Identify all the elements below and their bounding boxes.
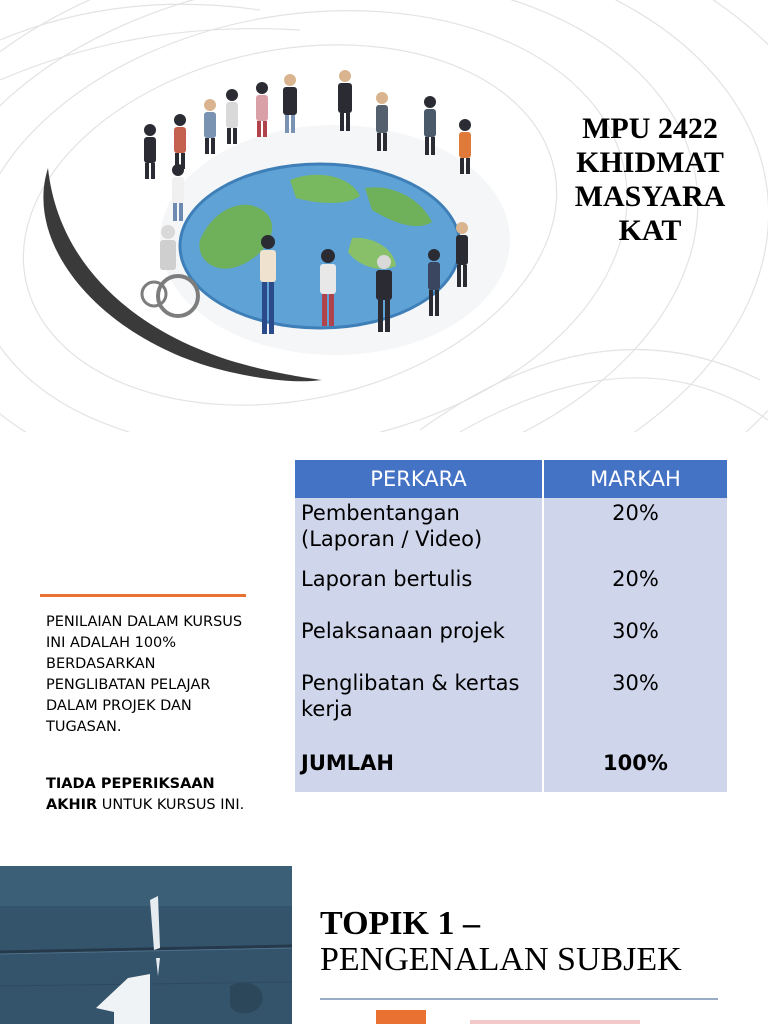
course-title-line-4: KAT [618, 214, 682, 247]
topic-title-subtitle: PENGENALAN SUBJEK [320, 941, 682, 978]
header-markah: MARKAH [543, 460, 727, 498]
slide-1 [0, 0, 768, 432]
assessment-table [295, 460, 727, 792]
total-item: JUMLAH [295, 748, 543, 792]
row-item: Pelaksanaan projek [295, 616, 543, 668]
exam-note-bold: TIADA PEPERIKSAAN AKHIR [46, 776, 215, 813]
assessment-note: PENILAIAN DALAM KURSUS INI ADALAH 100% BERDASARKAN PENGLIBATAN PELAJAR DALAM PROJEK DAN TUGASAN. [46, 614, 243, 735]
row-item: Pembentangan (Laporan / Video) [295, 498, 543, 558]
table-row [295, 498, 727, 558]
course-title [560, 112, 740, 248]
number-one-image [0, 866, 292, 1024]
table-row [295, 616, 727, 668]
row-mark: 20% [543, 498, 727, 558]
slide-3 [0, 838, 768, 1024]
row-item: Penglibatan & kertas kerja [295, 668, 543, 748]
slide-2 [0, 432, 768, 838]
table-header-row [295, 460, 727, 498]
row-mark: 30% [543, 668, 727, 748]
course-title-line-1: MPU 2422 [582, 112, 718, 145]
topic-title [320, 906, 760, 978]
table-row [295, 558, 727, 616]
row-item: Laporan bertulis [295, 558, 543, 616]
pink-accent-strip [470, 1020, 640, 1024]
course-title-line-3: MASYARA [574, 180, 726, 213]
table-total-row [295, 748, 727, 792]
orange-accent-block [376, 1010, 426, 1024]
table-row [295, 668, 727, 748]
header-perkara: PERKARA [295, 460, 543, 498]
topic-title-bold: TOPIK 1 – [320, 905, 480, 942]
accent-divider [40, 594, 246, 597]
exam-note [46, 774, 246, 816]
row-mark: 30% [543, 616, 727, 668]
topic-divider [320, 998, 718, 1000]
number-one-photo [0, 866, 292, 1024]
row-mark: 20% [543, 558, 727, 616]
course-title-line-2: KHIDMAT [576, 146, 724, 179]
exam-note-rest: UNTUK KURSUS INI. [97, 797, 245, 813]
total-mark: 100% [543, 748, 727, 792]
